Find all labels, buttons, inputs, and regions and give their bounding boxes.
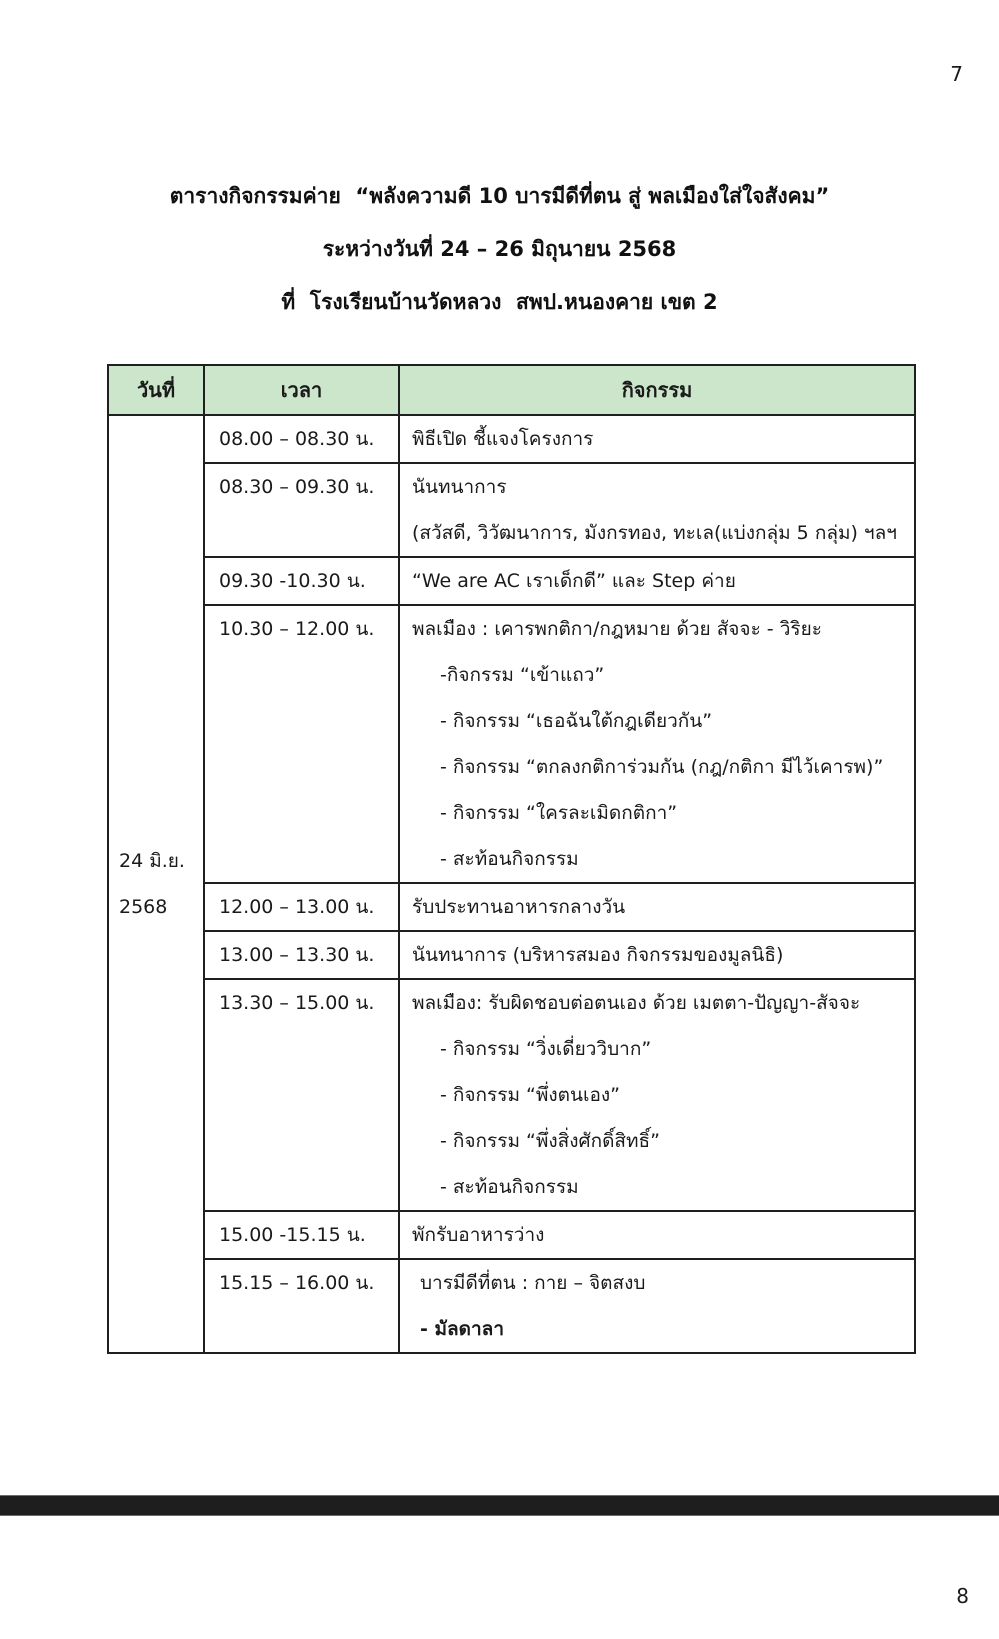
activity-sub-line: - กิจกรรม “วิ่งเดี่ยววิบาก”	[440, 1038, 652, 1060]
table-row	[108, 931, 915, 979]
time-cell: 13.00 – 13.30 น.	[204, 931, 399, 979]
activity-line: นันทนาการ (บริหารสมอง กิจกรรมของมูลนิธิ)	[412, 944, 784, 966]
time-cell: 15.00 -15.15 น.	[204, 1211, 399, 1259]
table-row	[108, 1211, 915, 1259]
activity-line: บารมีดีที่ตน : กาย – จิตสงบ	[420, 1272, 646, 1294]
activity-sub-line: - มัลดาลา	[420, 1318, 504, 1340]
time-cell: 08.00 – 08.30 น.	[204, 415, 399, 463]
activity-cell	[399, 605, 915, 883]
time-cell: 08.30 – 09.30 น.	[204, 463, 399, 557]
document-title	[0, 180, 999, 339]
activity-sub-line: - สะท้อนกิจกรรม	[440, 848, 579, 870]
page-number-bottom: 8	[956, 1584, 969, 1608]
title-line-2: ระหว่างวันที่ 24 – 26 มิถุนายน 2568	[322, 237, 677, 261]
activity-cell	[399, 415, 915, 463]
time-cell: 13.30 – 15.00 น.	[204, 979, 399, 1211]
activity-line: พลเมือง : เคารพกติกา/กฎหมาย ด้วย สัจจะ - วิริยะ	[412, 618, 822, 640]
time-cell: 12.00 – 13.00 น.	[204, 883, 399, 931]
date-line-1: 24 มิ.ย.	[119, 850, 185, 872]
activity-line: พิธีเปิด ชี้แจงโครงการ	[412, 428, 594, 450]
activity-line: พักรับอาหารว่าง	[412, 1224, 545, 1246]
activity-sub-line: - กิจกรรม “ใครละเมิดกติกา”	[440, 802, 678, 824]
activity-sub-line: - กิจกรรม “เธอฉันใต้กฎเดียวกัน”	[440, 710, 713, 732]
time-cell: 09.30 -10.30 น.	[204, 557, 399, 605]
table-row	[108, 557, 915, 605]
activity-line: “We are AC เราเด็กดี” และ Step ค่าย	[412, 570, 736, 592]
table-header-row	[108, 365, 915, 415]
table-row	[108, 415, 915, 463]
activity-sub-line: - กิจกรรม “พึ่งตนเอง”	[440, 1084, 621, 1106]
activity-sub-line: - สะท้อนกิจกรรม	[440, 1176, 579, 1198]
activity-cell	[399, 931, 915, 979]
date-line-2: 2568	[119, 896, 168, 918]
activity-sub-line: -กิจกรรม “เข้าแถว”	[440, 664, 605, 686]
activity-schedule-table	[107, 364, 916, 1354]
table-row	[108, 605, 915, 883]
activity-cell	[399, 1211, 915, 1259]
header-date: วันที่	[108, 365, 204, 415]
header-activity: กิจกรรม	[399, 365, 915, 415]
activity-sub-line: - กิจกรรม “พึ่งสิ่งศักดิ์สิทธิ์”	[440, 1130, 660, 1152]
activity-line: นันทนาการ	[412, 476, 507, 498]
activity-line: พลเมือง: รับผิดชอบต่อตนเอง ด้วย เมตตา-ปัญญา-สัจจะ	[412, 992, 861, 1014]
page-number-top: 7	[950, 62, 963, 86]
activity-cell	[399, 883, 915, 931]
time-cell: 10.30 – 12.00 น.	[204, 605, 399, 883]
header-time: เวลา	[204, 365, 399, 415]
activity-line: (สวัสดี, วิวัฒนาการ, มังกรทอง, ทะเล(แบ่งกลุ่ม 5 กลุ่ม) ฯลฯ	[412, 522, 897, 544]
activity-cell	[399, 463, 915, 557]
table-row	[108, 979, 915, 1211]
activity-sub-line: - กิจกรรม “ตกลงกติการ่วมกัน (กฎ/กติกา มีไว้เคารพ)”	[440, 756, 884, 778]
activity-cell	[399, 1259, 915, 1353]
title-line-3: ที่ โรงเรียนบ้านวัดหลวง สพป.หนองคาย เขต 2	[281, 290, 718, 314]
time-cell: 15.15 – 16.00 น.	[204, 1259, 399, 1353]
activity-cell	[399, 979, 915, 1211]
page-divider-bar	[0, 1495, 999, 1516]
date-cell	[108, 415, 204, 1353]
activity-line: รับประทานอาหารกลางวัน	[412, 896, 626, 918]
table-row	[108, 883, 915, 931]
activity-cell	[399, 557, 915, 605]
table-row	[108, 463, 915, 557]
table-row	[108, 1259, 915, 1353]
title-line-1: ตารางกิจกรรมค่าย “พลังความดี 10 บารมีดีที่ตน สู่ พลเมืองใส่ใจสังคม”	[169, 184, 830, 208]
